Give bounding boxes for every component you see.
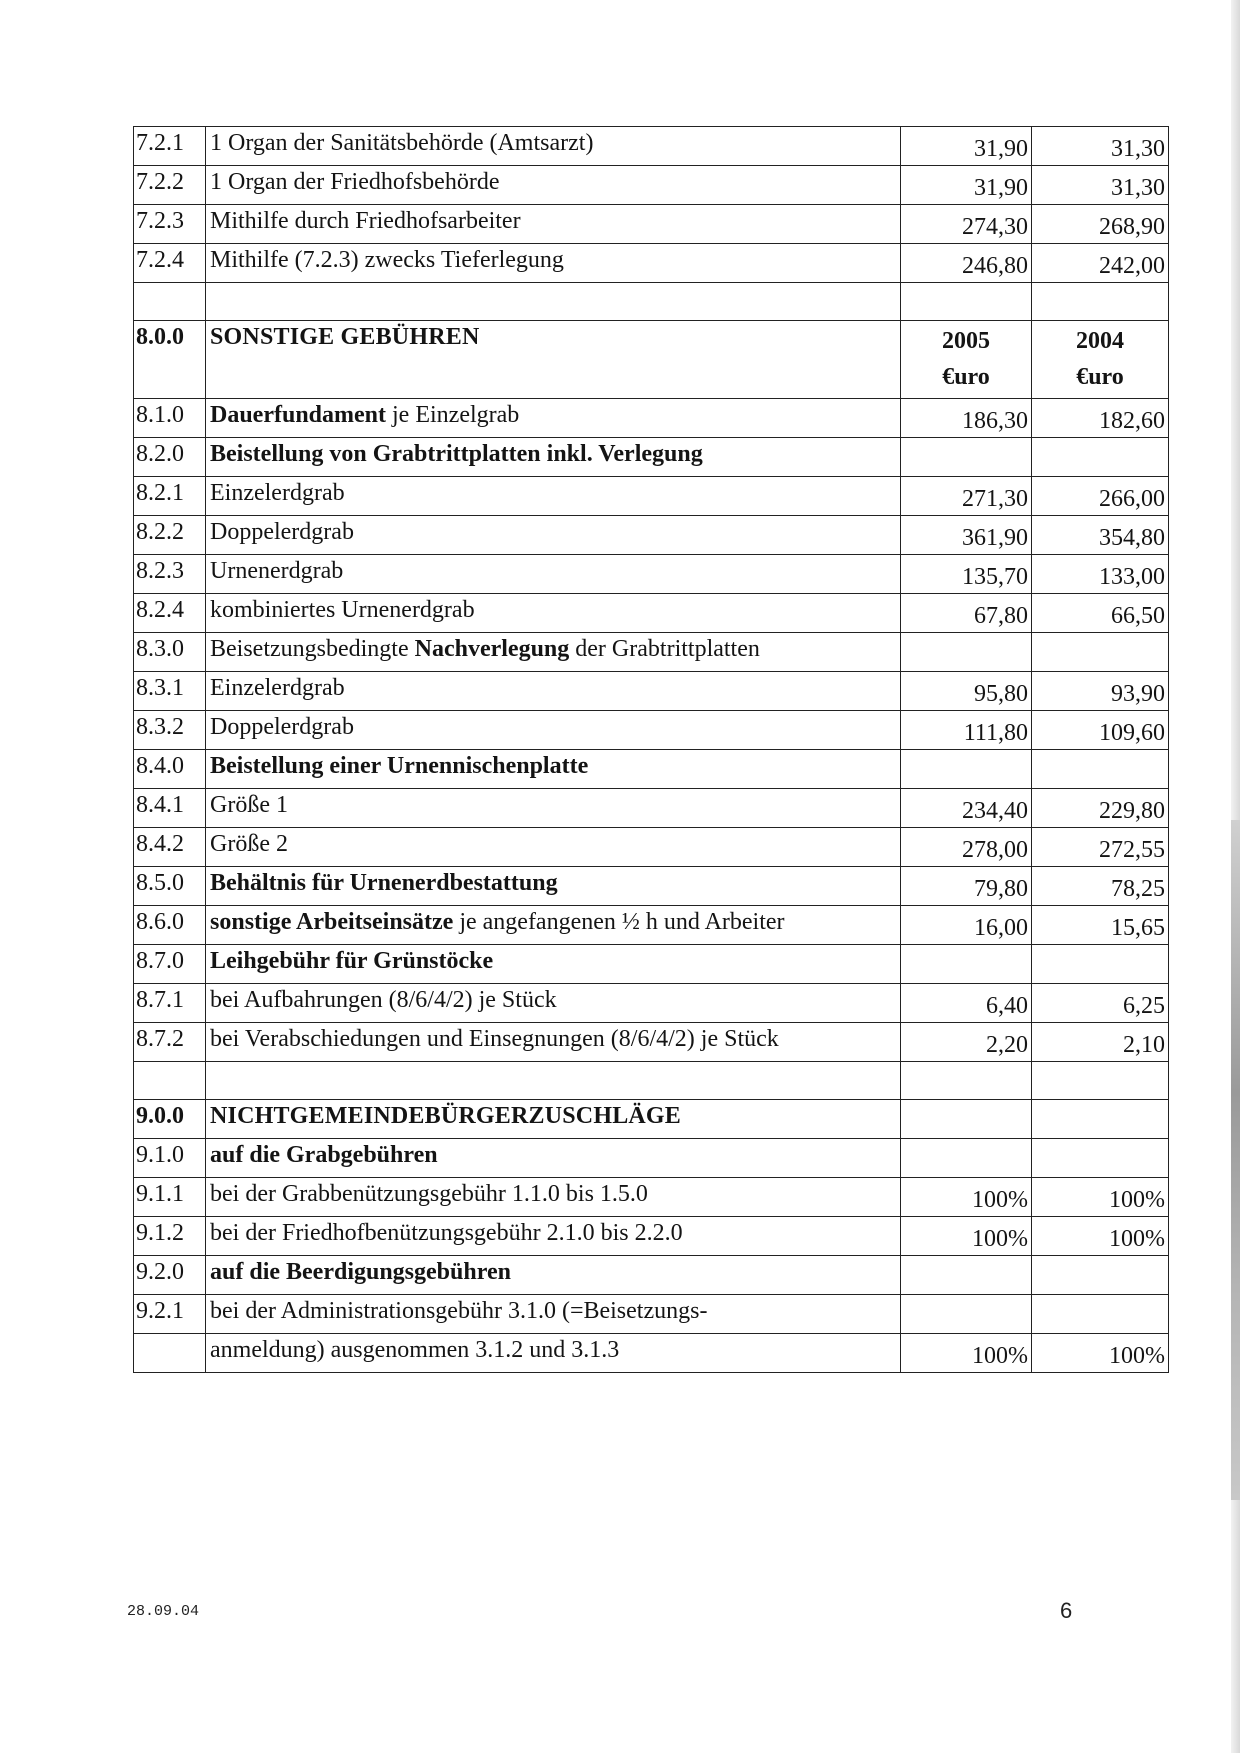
description-text: bei der Grabbenützungsgebühr 1.1.0 bis 1.5.0: [210, 1181, 648, 1207]
fee-row: [134, 711, 1169, 750]
item-description: [206, 672, 901, 711]
fee-row: [134, 984, 1169, 1023]
value-2004: 100%: [1032, 1178, 1169, 1217]
item-code: 8.7.2: [134, 1023, 206, 1062]
item-description: [206, 1023, 901, 1062]
section-row: [134, 1100, 1169, 1139]
value-2005: 100%: [901, 1178, 1032, 1217]
item-description: [206, 633, 901, 672]
description-bold: Beistellung einer Urnennischenplatte: [210, 753, 589, 779]
description-text: anmeldung) ausgenommen 3.1.2 und 3.1.3: [210, 1337, 620, 1363]
value-2004: 109,60: [1032, 711, 1169, 750]
item-description: [206, 906, 901, 945]
description-text: 1 Organ der Friedhofsbehörde: [210, 169, 500, 195]
value-2004: 15,65: [1032, 906, 1169, 945]
value-2004: 100%: [1032, 1334, 1169, 1373]
item-code: 8.4.0: [134, 750, 206, 789]
value-2005: 234,40: [901, 789, 1032, 828]
item-description: [206, 477, 901, 516]
value-2005: 95,80: [901, 672, 1032, 711]
item-code: 7.2.2: [134, 166, 206, 205]
spacer-row: [134, 1062, 1169, 1100]
fee-row: [134, 516, 1169, 555]
column-header-2004: [1032, 321, 1169, 399]
fee-table: [133, 126, 1169, 1373]
value-2004: [1032, 1139, 1169, 1178]
fee-row: [134, 789, 1169, 828]
description-text: bei der Administrationsgebühr 3.1.0 (=Beisetzungs-: [210, 1298, 708, 1324]
item-description: [206, 750, 901, 789]
empty-cell: [901, 1062, 1032, 1100]
value-2005: 31,90: [901, 127, 1032, 166]
fee-row: [134, 1139, 1169, 1178]
description-text: Mithilfe durch Friedhofsarbeiter: [210, 208, 521, 234]
item-description: [206, 867, 901, 906]
fee-row: [134, 205, 1169, 244]
item-code: 9.0.0: [134, 1100, 206, 1139]
item-description: [206, 945, 901, 984]
description-bold: Leihgebühr für Grünstöcke: [210, 948, 494, 974]
item-code: 8.3.0: [134, 633, 206, 672]
description-bold: auf die Beerdigungsgebühren: [210, 1259, 511, 1285]
fee-row: [134, 1023, 1169, 1062]
value-2005: [901, 750, 1032, 789]
value-2005: 278,00: [901, 828, 1032, 867]
column-unit: €uro: [1076, 364, 1124, 390]
description-bold: sonstige Arbeitseinsätze: [210, 909, 454, 935]
value-2004: 78,25: [1032, 867, 1169, 906]
value-2004: 266,00: [1032, 477, 1169, 516]
column-year: 2004: [1076, 328, 1124, 354]
item-description: [206, 789, 901, 828]
item-code: 8.7.1: [134, 984, 206, 1023]
fee-row: [134, 1295, 1169, 1334]
description-bold: Nachverlegung: [414, 636, 570, 662]
description-text: Mithilfe (7.2.3) zwecks Tieferlegung: [210, 247, 564, 273]
value-2004: 133,00: [1032, 555, 1169, 594]
value-2005: 274,30: [901, 205, 1032, 244]
description-text: bei Verabschiedungen und Einsegnungen (8/6/4/2) je Stück: [210, 1026, 779, 1052]
item-code: 8.7.0: [134, 945, 206, 984]
value-2005: [901, 1256, 1032, 1295]
description-text: bei Aufbahrungen (8/6/4/2) je Stück: [210, 987, 557, 1013]
value-2005: 16,00: [901, 906, 1032, 945]
value-2004: [1032, 438, 1169, 477]
description-text: Doppelerdgrab: [210, 519, 354, 545]
value-2004: 182,60: [1032, 399, 1169, 438]
fee-row: [134, 945, 1169, 984]
empty-cell: [134, 283, 206, 321]
description-text: Einzelerdgrab: [210, 675, 345, 701]
item-code: 9.2.1: [134, 1295, 206, 1334]
value-2004: 242,00: [1032, 244, 1169, 283]
value-2005: 67,80: [901, 594, 1032, 633]
fee-row: [134, 166, 1169, 205]
item-code: 9.1.0: [134, 1139, 206, 1178]
fee-row: [134, 633, 1169, 672]
item-code: 8.5.0: [134, 867, 206, 906]
item-description: [206, 1256, 901, 1295]
value-2004: 268,90: [1032, 205, 1169, 244]
description-text: bei der Friedhofbenützungsgebühr 2.1.0 bis 2.2.0: [210, 1220, 683, 1246]
page-number: 6: [1060, 1598, 1073, 1623]
value-2005: 361,90: [901, 516, 1032, 555]
item-description: [206, 1178, 901, 1217]
value-2004: [1032, 633, 1169, 672]
item-code: 8.6.0: [134, 906, 206, 945]
item-description: [206, 127, 901, 166]
item-code: 7.2.4: [134, 244, 206, 283]
item-code: 8.2.3: [134, 555, 206, 594]
item-code: 8.4.2: [134, 828, 206, 867]
item-code: 8.3.1: [134, 672, 206, 711]
item-description: [206, 1217, 901, 1256]
item-code: 7.2.1: [134, 127, 206, 166]
value-2005: [901, 1295, 1032, 1334]
value-2004: 100%: [1032, 1217, 1169, 1256]
item-code: 8.2.2: [134, 516, 206, 555]
fee-row: [134, 867, 1169, 906]
scan-edge-shadow: [1231, 820, 1240, 1500]
section-title: SONSTIGE GEBÜHREN: [206, 321, 901, 399]
fee-row: [134, 244, 1169, 283]
empty-cell: [901, 283, 1032, 321]
fee-row: [134, 555, 1169, 594]
value-2005: 31,90: [901, 166, 1032, 205]
fee-row: [134, 1178, 1169, 1217]
empty-cell: [1032, 283, 1169, 321]
empty-cell: [206, 283, 901, 321]
description-bold: Dauerfundament: [210, 402, 387, 428]
item-code: 8.1.0: [134, 399, 206, 438]
item-description: [206, 555, 901, 594]
column-header-2005: [901, 321, 1032, 399]
value-2004: 31,30: [1032, 166, 1169, 205]
value-2004: 6,25: [1032, 984, 1169, 1023]
item-code: [134, 1334, 206, 1373]
footer-date: 28.09.04: [127, 1603, 200, 1620]
value-2005: 100%: [901, 1217, 1032, 1256]
value-2005: 135,70: [901, 555, 1032, 594]
item-description: [206, 205, 901, 244]
value-2005: 6,40: [901, 984, 1032, 1023]
item-description: [206, 438, 901, 477]
value-2005: [901, 633, 1032, 672]
value-2004: 229,80: [1032, 789, 1169, 828]
fee-table-body: [134, 127, 1169, 1373]
item-code: 9.1.2: [134, 1217, 206, 1256]
description-text: 1 Organ der Sanitätsbehörde (Amtsarzt): [210, 130, 594, 156]
value-2004: [1032, 1256, 1169, 1295]
value-2004: [1032, 945, 1169, 984]
fee-row: [134, 477, 1169, 516]
description-text: Doppelerdgrab: [210, 714, 354, 740]
description-bold: Behältnis für Urnenerdbestattung: [210, 870, 558, 896]
item-code: 8.2.0: [134, 438, 206, 477]
value-2004: [1032, 1100, 1169, 1139]
column-unit: €uro: [942, 364, 990, 390]
value-2005: [901, 1100, 1032, 1139]
description-text: Einzelerdgrab: [210, 480, 345, 506]
fee-row: [134, 1256, 1169, 1295]
fee-row: [134, 672, 1169, 711]
item-description: [206, 984, 901, 1023]
section-header-row: [134, 321, 1169, 399]
empty-cell: [1032, 1062, 1169, 1100]
value-2005: 2,20: [901, 1023, 1032, 1062]
description-text: je angefangenen ½ h und Arbeiter: [453, 909, 785, 935]
description-text: je Einzelgrab: [386, 402, 520, 428]
item-description: [206, 166, 901, 205]
value-2005: [901, 438, 1032, 477]
spacer-row: [134, 283, 1169, 321]
item-code: 8.2.1: [134, 477, 206, 516]
fee-row: [134, 399, 1169, 438]
empty-cell: [206, 1062, 901, 1100]
description-text: kombiniertes Urnenerdgrab: [210, 597, 475, 623]
value-2005: 246,80: [901, 244, 1032, 283]
item-description: [206, 1295, 901, 1334]
description-text: Größe 1: [210, 792, 288, 818]
description-text: Urnenerdgrab: [210, 558, 344, 584]
value-2004: 93,90: [1032, 672, 1169, 711]
description-text: Größe 2: [210, 831, 288, 857]
value-2005: [901, 1139, 1032, 1178]
item-code: 8.2.4: [134, 594, 206, 633]
fee-row: [134, 750, 1169, 789]
value-2004: 31,30: [1032, 127, 1169, 166]
fee-row: [134, 127, 1169, 166]
item-code: 8.3.2: [134, 711, 206, 750]
fee-row: [134, 906, 1169, 945]
fee-row: [134, 1217, 1169, 1256]
fee-row: [134, 594, 1169, 633]
value-2004: [1032, 1295, 1169, 1334]
item-description: [206, 399, 901, 438]
value-2005: 111,80: [901, 711, 1032, 750]
item-code: 8.4.1: [134, 789, 206, 828]
item-description: [206, 516, 901, 555]
description-bold: auf die Grabgebühren: [210, 1142, 438, 1168]
description-text: der Grabtrittplatten: [569, 636, 760, 662]
item-description: [206, 828, 901, 867]
value-2005: 79,80: [901, 867, 1032, 906]
value-2004: [1032, 750, 1169, 789]
fee-row: [134, 828, 1169, 867]
item-description: [206, 711, 901, 750]
item-description: [206, 594, 901, 633]
fee-row: [134, 1334, 1169, 1373]
value-2004: 66,50: [1032, 594, 1169, 633]
value-2004: 2,10: [1032, 1023, 1169, 1062]
item-description: [206, 1334, 901, 1373]
item-description: [206, 244, 901, 283]
value-2005: [901, 945, 1032, 984]
item-code: 7.2.3: [134, 205, 206, 244]
value-2005: 186,30: [901, 399, 1032, 438]
item-code: 8.0.0: [134, 321, 206, 399]
value-2004: 272,55: [1032, 828, 1169, 867]
value-2005: 271,30: [901, 477, 1032, 516]
item-description: [206, 1139, 901, 1178]
empty-cell: [134, 1062, 206, 1100]
item-code: 9.1.1: [134, 1178, 206, 1217]
fee-row: [134, 438, 1169, 477]
description-text: Beisetzungsbedingte: [210, 636, 415, 662]
value-2005: 100%: [901, 1334, 1032, 1373]
item-code: 9.2.0: [134, 1256, 206, 1295]
value-2004: 354,80: [1032, 516, 1169, 555]
description-bold: Beistellung von Grabtrittplatten inkl. Verlegung: [210, 441, 703, 467]
column-year: 2005: [942, 328, 990, 354]
section-title: NICHTGEMEINDEBÜRGERZUSCHLÄGE: [206, 1100, 901, 1139]
